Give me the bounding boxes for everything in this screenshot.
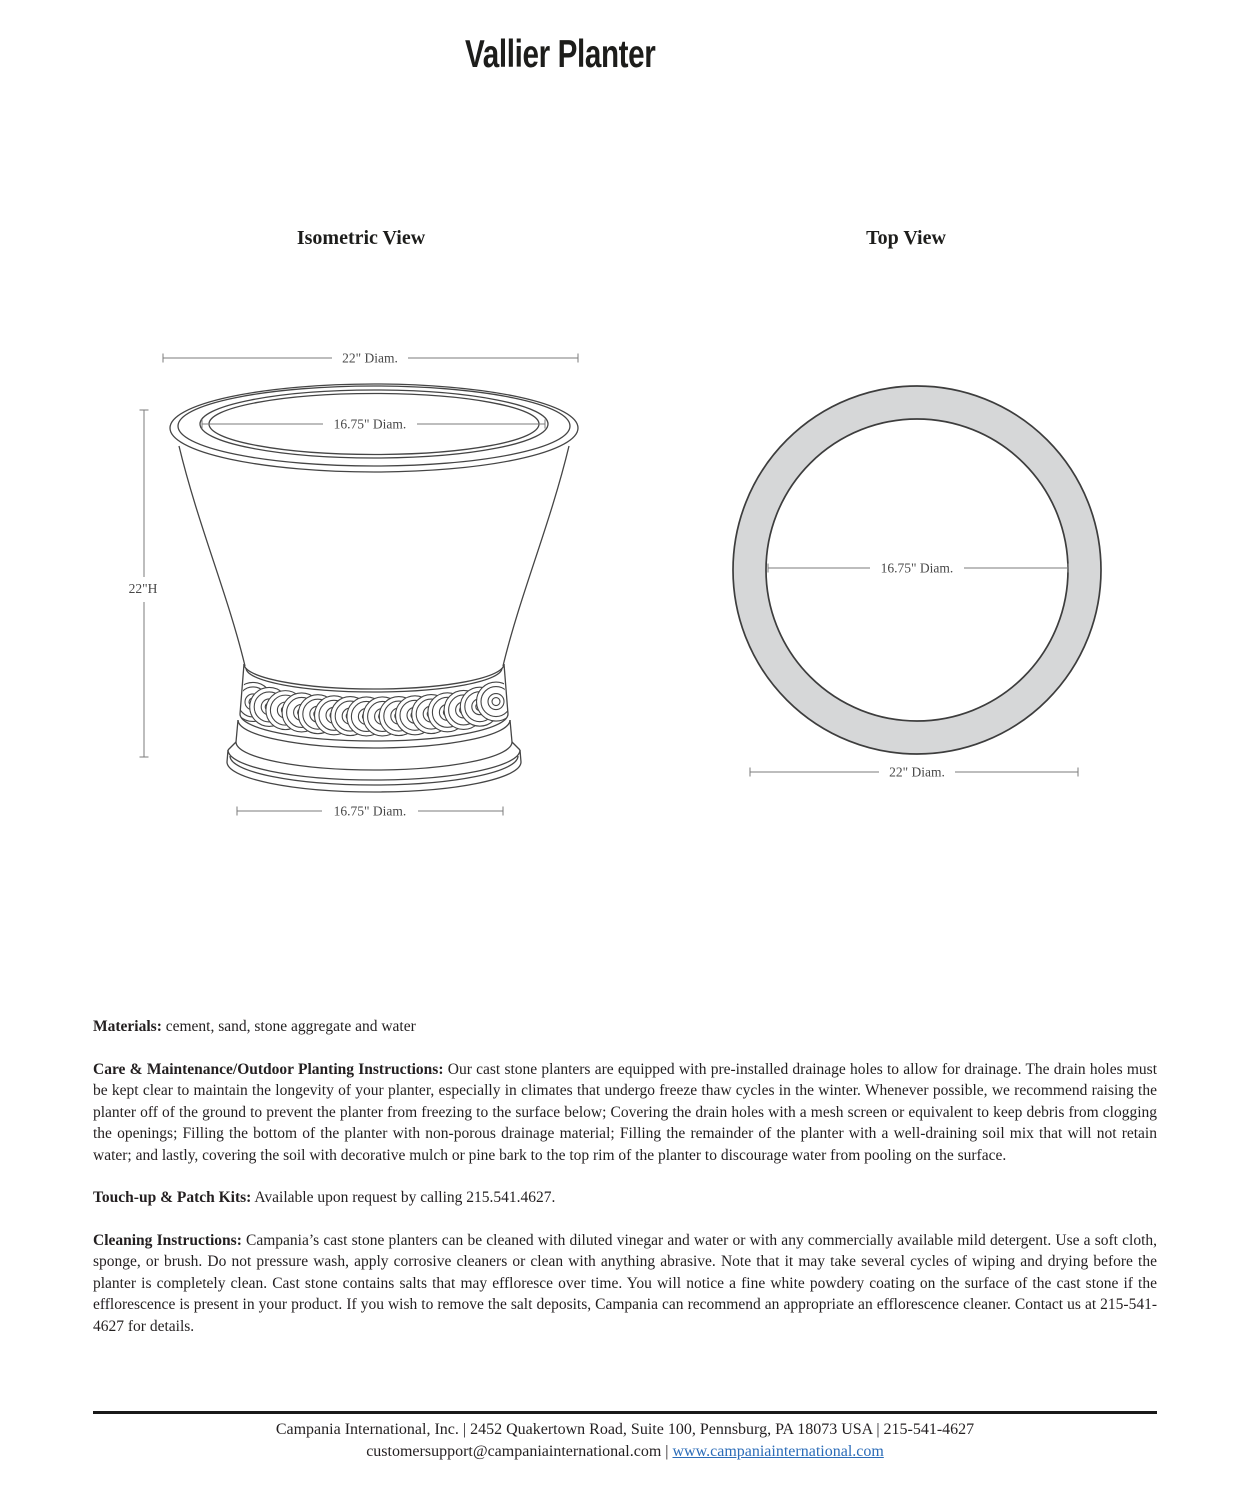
materials-lead: Materials: <box>93 1018 162 1035</box>
footer-separator: | <box>661 1443 673 1460</box>
isometric-drawing <box>130 345 600 825</box>
iso-dim-bottom <box>237 804 503 819</box>
touchup-lead: Touch-up & Patch Kits: <box>93 1189 252 1206</box>
view-label-top: Top View <box>866 227 946 249</box>
care-maintenance-body: Our cast stone planters are equipped with pre-installed drainage holes to allow for drainage. The drain holes must be kept clear to maintain the longevity of your planter, especially in climates that undergo freeze thaw cycles in the winter. Whenever possible, we recommend raising the planter off of the ground to prevent the planter from freezing to the surface below; Covering the drain holes with a mesh screen or equivalent to keep debris from clogging the openings; Filling the bottom of the planter with non-porous drainage material; Filling the remainder of the planter with a well-draining soil mix that will not retain water; and lastly, covering the soil with decorative mulch or pine bark to the top rim of the planter to discourage water from pooling on the surface. <box>93 1060 1157 1164</box>
iso-band-disc-pattern <box>234 682 516 736</box>
cleaning-body: Campania’s cast stone planters can be cleaned with diluted vinegar and water or with any commercially available mild detergent. Use a soft cloth, sponge, or brush. Do not pressure wash, apply corrosive cleaners or clean with anything abrasive. Note that it may take several cycles of wiping and drying before the planter is completely clean. Cast stone contains salts that may effloresce over time. You will notice a fine white powdery coating on the surface of the cast stone if the efflorescence is present in your product. If you wish to remove the salt deposits, Campania can recommend an appropriate an efflorescence cleaner. Contact us at 215-541-4627 for details. <box>93 1231 1157 1335</box>
iso-dim-top-outer-label: 22" Diam. <box>342 350 398 366</box>
footer-contact-line <box>93 1441 1157 1463</box>
footer-divider <box>93 1411 1157 1414</box>
footer <box>93 1411 1157 1463</box>
view-label-isometric: Isometric View <box>296 227 426 249</box>
touchup-body: Available upon request by calling 215.541.4627. <box>251 1189 556 1206</box>
instructions-content <box>93 1016 1157 1358</box>
footer-email: customersupport@campaniainternational.com <box>366 1443 662 1460</box>
page-title-text: Vallier Planter <box>464 33 656 76</box>
top-dim-outer-label: 22" Diam. <box>889 764 945 780</box>
materials-body: cement, sand, stone aggregate and water <box>161 1018 416 1035</box>
top-view-drawing <box>715 375 1115 795</box>
band-disc-circle <box>477 682 516 721</box>
cleaning-paragraph <box>93 1230 1157 1338</box>
footer-company-line: Campania International, Inc. | 2452 Quakertown Road, Suite 100, Pennsburg, PA 18073 USA | 215-541-4627 <box>275 1421 975 1438</box>
touchup-paragraph <box>93 1187 1157 1209</box>
footer-website-link[interactable]: www.campaniainternational.com <box>672 1443 884 1460</box>
care-maintenance-lead: Care & Maintenance/Outdoor Planting Instructions: <box>93 1060 444 1078</box>
top-dim-outer <box>750 765 1078 780</box>
care-maintenance-paragraph <box>93 1059 1157 1167</box>
materials-paragraph <box>93 1016 1157 1038</box>
top-dim-inner-label: 16.75" Diam. <box>880 560 954 576</box>
page-title <box>0 33 1120 77</box>
cleaning-lead: Cleaning Instructions: <box>93 1231 242 1249</box>
iso-body <box>179 446 569 666</box>
iso-dim-top-outer <box>163 351 578 366</box>
iso-dim-height <box>129 410 158 757</box>
iso-dim-height-label: 22"H <box>128 581 158 596</box>
iso-dim-bottom-label: 16.75" Diam. <box>333 803 407 819</box>
iso-dim-top-inner-label: 16.75" Diam. <box>333 416 407 432</box>
